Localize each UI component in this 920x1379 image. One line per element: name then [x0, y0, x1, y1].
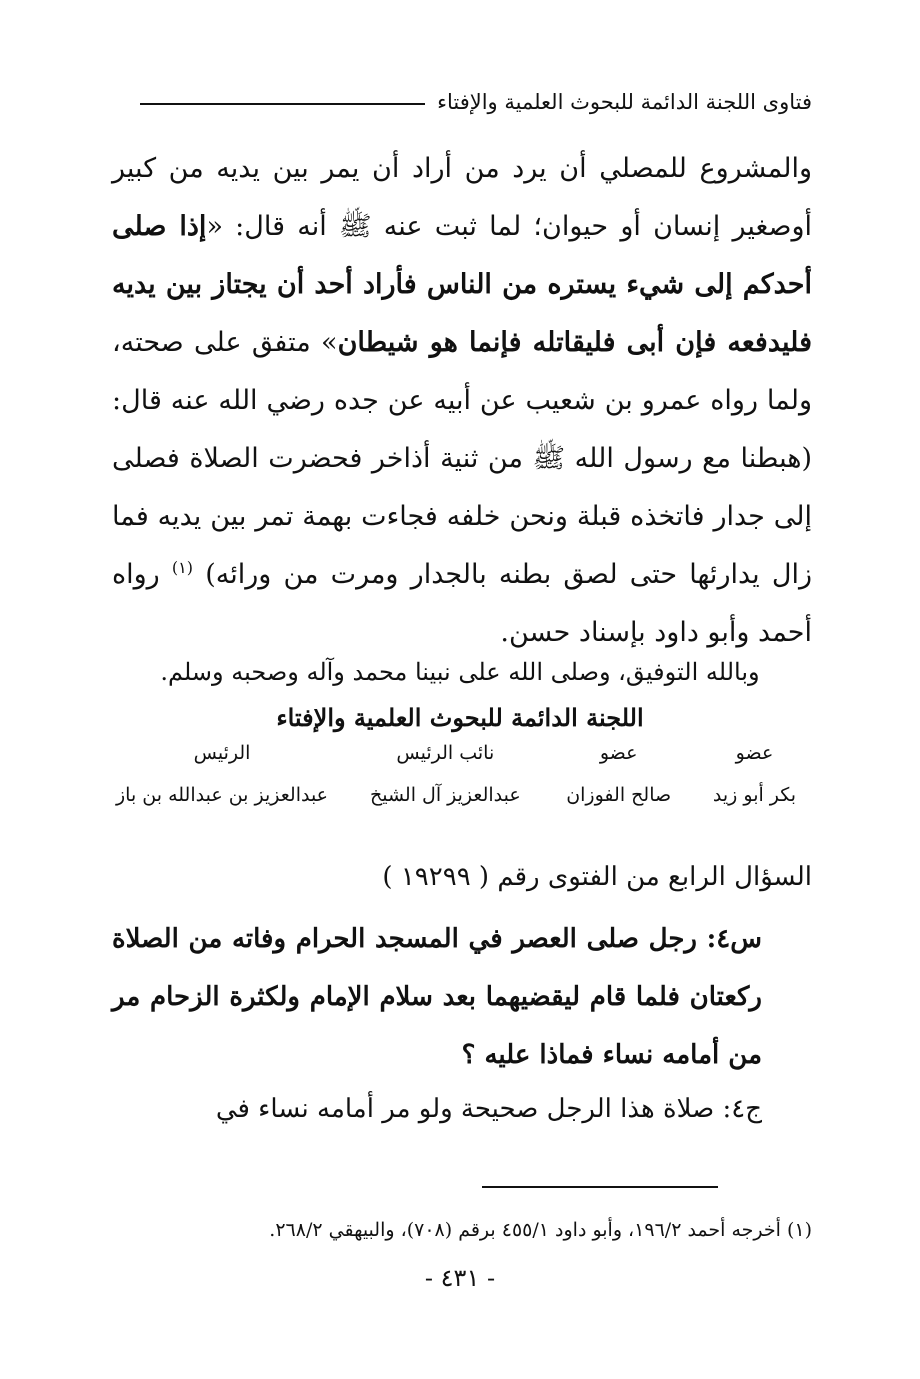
signatory-role: عضو: [735, 742, 774, 764]
signatory-role: الرئيس: [193, 742, 251, 764]
signatory-name: عبدالعزيز بن عبدالله بن باز: [115, 784, 329, 806]
signatory-roles: [102, 742, 802, 764]
footnote-reference: (١): [171, 558, 193, 577]
signatory-name: عبدالعزيز آل الشيخ: [369, 784, 521, 806]
answer-text: ج٤: صلاة هذا الرجل صحيحة ولو مر أمامه نساء في: [215, 1094, 762, 1124]
body-text-part-c: رواه أحمد وأبو داود بإسناد حسن.: [112, 559, 812, 648]
header-title: فتاوى اللجنة الدائمة للبحوث العلمية والإفتاء: [437, 90, 812, 114]
closing-prayer: وبالله التوفيق، وصلى الله على نبينا محمد وآله وصحبه وسلم.: [160, 658, 760, 686]
body-paragraph: [112, 140, 812, 662]
signatory-name: صالح الفوزان: [566, 784, 672, 806]
fatwa-body: [112, 140, 812, 662]
body-text-part-a: والمشروع للمصلي أن يرد من أراد أن يمر بين يديه من كبير أوصغير إنسان أو حيوان؛ لما ثبت عنه ﷺ أنه قال: «: [112, 153, 813, 242]
signatory-role: عضو: [599, 742, 638, 764]
signatory-names: [102, 784, 802, 806]
question-heading: السؤال الرابع من الفتوى رقم ( ١٩٢٩٩ ): [382, 862, 812, 892]
running-header: [140, 82, 812, 122]
hadith-quote: إذا صلى أحدكم إلى شيء يستره من الناس فأراد أحد أن يجتاز بين يديه فليدفعه فإن أبى فليقاتله فإنما هو شيطان: [112, 211, 812, 358]
header-rule: [140, 103, 425, 105]
footnote-rule: [482, 1186, 718, 1188]
page-number: - ٤٣١ -: [424, 1264, 496, 1292]
committee-name: اللجنة الدائمة للبحوث العلمية والإفتاء: [276, 703, 644, 732]
body-text-part-b: » متفق على صحته، ولما رواه عمرو بن شعيب عن أبيه عن جده رضي الله عنه قال: (هبطنا مع رسول الله ﷺ من ثنية أذاخر فحضرت الصلاة فصلى إلى جدار فاتخذه قبلة ونحن خلفه فجاءت بهمة تمر بين يديه فما زال يدارئها حتى لصق بطنه بالجدار ومرت من ورائه): [112, 327, 812, 590]
signatory-name: بكر أبو زيد: [712, 784, 797, 806]
signatory-role: نائب الرئيس: [396, 742, 495, 764]
question-text: س٤: رجل صلى العصر في المسجد الحرام وفاته من الصلاة ركعتان فلما قام ليقضيهما بعد سلام الإمام ولكثرة الزحام مر من أمامه نساء فماذا عليه ؟: [112, 924, 762, 1070]
footnote: (١) أخرجه أحمد ١٩٦/٢، وأبو داود ٤٥٥/١ برقم (٧٠٨)، والبيهقي ٢٦٨/٢.: [269, 1219, 812, 1241]
